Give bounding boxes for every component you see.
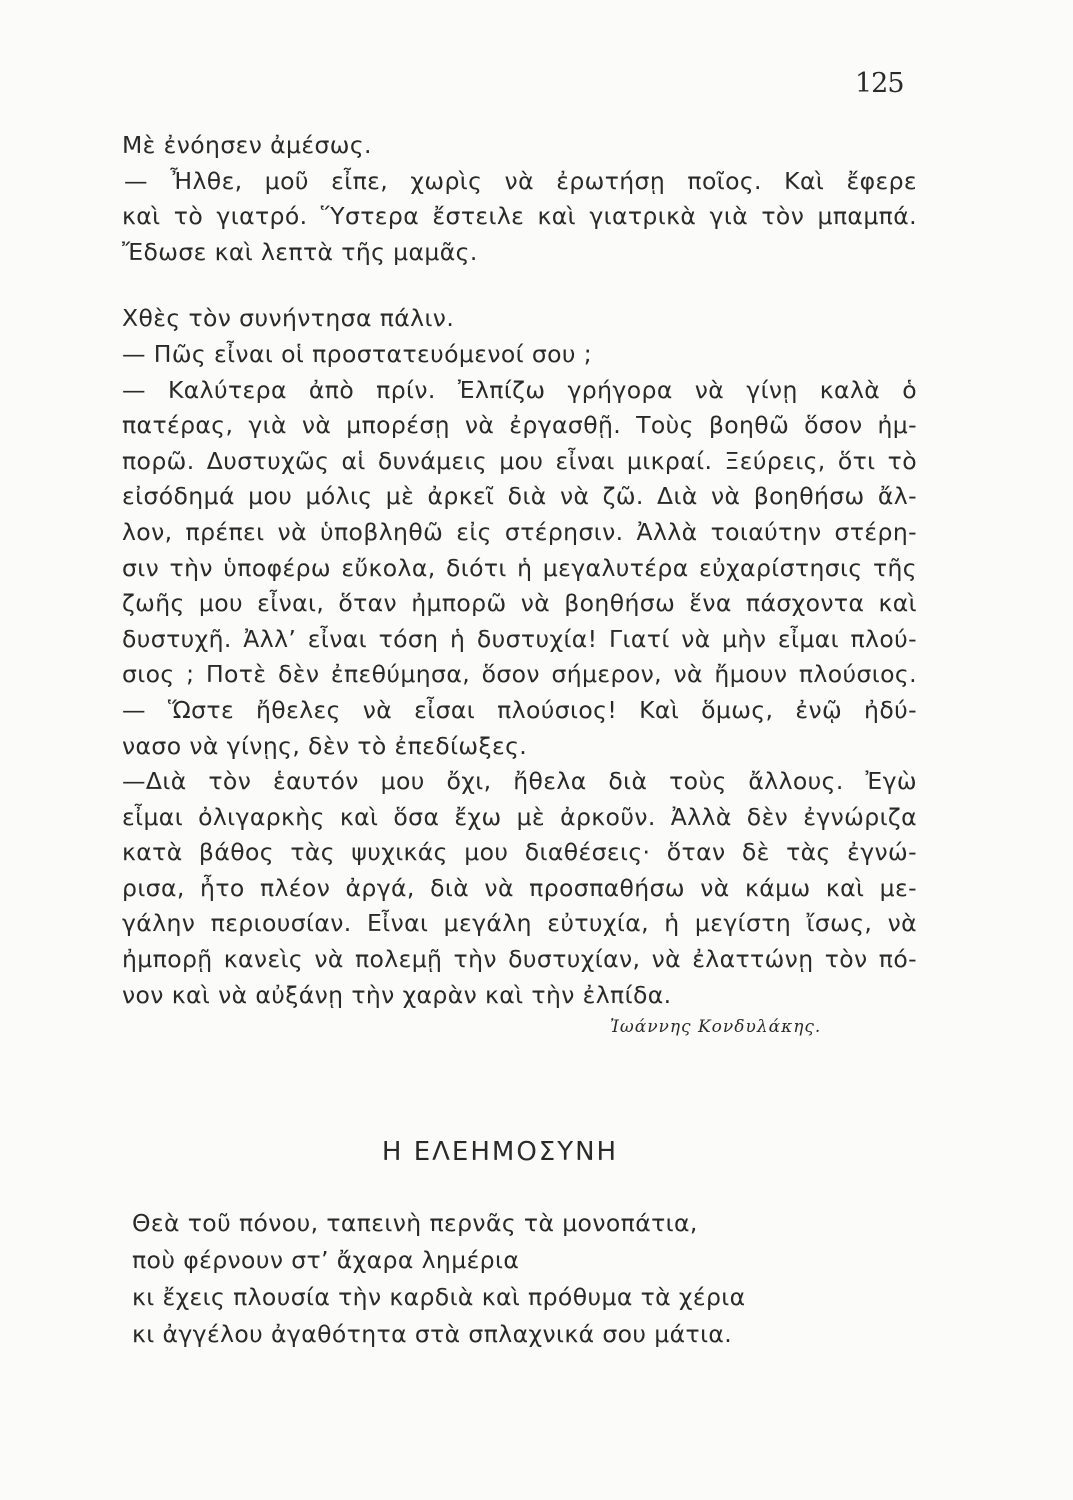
text-line: ἠμπορῇ κανεὶς νὰ πολεμῇ τὴν δυστυχίαν, νὰ ἐλαττώνῃ τὸν πό- [122,945,917,974]
text-line: — Καλύτερα ἀπὸ πρίν. Ἐλπίζω γρήγορα νὰ γίνῃ καλὰ ὁ [122,375,917,404]
text-line: πατέρας, γιὰ νὰ μπορέσῃ νὰ ἐργασθῇ. Τοὺς βοηθῶ ὅσον ἠμ- [122,411,917,440]
text-line: Χθὲς τὸν συνήντησα πάλιν. [122,304,455,333]
text-line: — Πῶς εἶναι οἱ προστατευόμενοί σου ; [122,339,593,368]
text-line: — Ὥστε ἤθελες νὰ εἶσαι πλούσιος! Καὶ ὅμως, ἐνῷ ἠδύ- [122,695,917,724]
poem-line: κι ἀγγέλου ἀγαθότητα στὰ σπλαχνικά σου μάτια. [132,1320,733,1348]
text-line: σιος ; Ποτὲ δὲν ἐπεθύμησα, ὅσον σήμερον, νὰ ἤμουν πλούσιος. [122,660,917,689]
prose-body [122,128,917,1013]
text-line: σιν τὴν ὑποφέρω εὔκολα, διότι ἡ μεγαλυτέρα εὐχαρίστησις τῆς [122,553,917,582]
text-line: εἰσόδημά μου μόλις μὲ ἀρκεῖ διὰ νὰ ζῶ. Διὰ νὰ βοηθήσω ἄλ- [122,482,917,511]
text-line: —Διὰ τὸν ἑαυτόν μου ὄχι, ἤθελα διὰ τοὺς ἄλλους. Ἐγὼ [122,767,917,796]
text-line: Ἔδωσε καὶ λεπτὰ τῆς μαμᾶς. [122,237,478,266]
poem-title: Η ΕΛΕΗΜΟΣΥΝΗ [381,1137,619,1167]
text-line: λον, πρέπει νὰ ὑποβληθῶ εἰς στέρησιν. Ἀλλὰ τοιαύτην στέρη- [122,517,917,546]
text-line: Μὲ ἐνόησεν ἀμέσως. [122,131,372,159]
text-line: νασο νὰ γίνῃς, δὲν τὸ ἐπεδίωξες. [122,731,528,760]
poem-body [132,1205,746,1353]
text-line: πορῶ. Δυστυχῶς αἱ δυνάμεις μου εἶναι μικραί. Ξεύρεις, ὅτι τὸ [122,446,917,475]
text-line: — Ἦλθε, μοῦ εἶπε, χωρὶς νὰ ἐρωτήσῃ ποῖος. Καὶ ἔφερε [124,166,917,195]
text-line: ρισα, ἦτο πλέον ἀργά, διὰ νὰ προσπαθήσω νὰ κάμω καὶ με- [122,873,917,902]
text-line: ζωῆς μου εἶναι, ὅταν ἠμπορῶ νὰ βοηθήσω ἕνα πάσχοντα καὶ [122,589,917,618]
text-line: κατὰ βάθος τὰς ψυχικάς μου διαθέσεις· ὅταν δὲ τὰς ἐγνώ- [122,838,917,867]
author-signature: Ἰωάννης Κονδυλάκης. [610,1017,822,1037]
text-line: νον καὶ νὰ αὐξάνῃ τὴν χαρὰν καὶ τὴν ἐλπίδα. [122,980,672,1009]
poem-line: ποὺ φέρνουν στ’ ἄχαρα λημέρια [132,1246,520,1274]
poem-line: Θεὰ τοῦ πόνου, ταπεινὴ περνᾶς τὰ μονοπάτια, [132,1209,698,1237]
page-number: 125 [855,68,904,99]
text-line: εἶμαι ὀλιγαρκὴς καὶ ὅσα ἔχω μὲ ἀρκοῦν. Ἀλλὰ δὲν ἐγνώριζα [122,802,917,831]
text-line: γάλην περιουσίαν. Εἶναι μεγάλη εὐτυχία, ἡ μεγίστη ἴσως, νὰ [122,909,917,938]
poem-line: κι ἔχεις πλουσία τὴν καρδιὰ καὶ πρόθυμα τὰ χέρια [132,1283,746,1311]
text-line: δυστυχῆ. Ἀλλ’ εἶναι τόση ἡ δυστυχία! Γιατί νὰ μὴν εἶμαι πλού- [122,624,917,653]
text-line: καὶ τὸ γιατρό. Ὕστερα ἔστειλε καὶ γιατρικὰ γιὰ τὸν μπαμπά. [122,202,917,231]
